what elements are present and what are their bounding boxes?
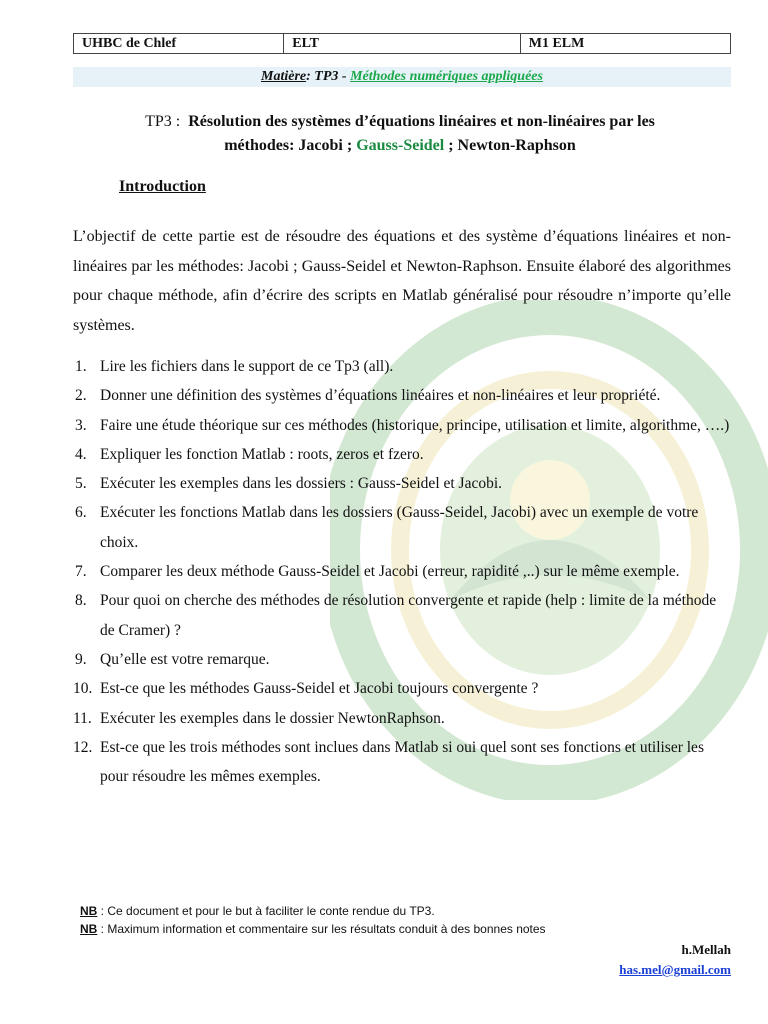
list-item-number: 6.	[75, 504, 87, 522]
title-line2-gs: Gauss-Seidel	[356, 137, 445, 154]
list-item	[73, 586, 733, 645]
subject-bar	[73, 67, 731, 87]
list-item	[73, 411, 733, 440]
list-item-number: 10.	[73, 680, 93, 698]
signature-block	[619, 940, 731, 980]
title-line2-a: méthodes: Jacobi ;	[224, 137, 357, 154]
introduction-paragraph: L’objectif de cette partie est de résoudre des équations et des système d’équations linéaires et non-linéaires par les méthodes: Jacobi ; Gauss-Seidel et Newton-Raphson. Ensuite élaboré des algorithmes pour chaque méthode, afin d’écrire des scripts en Matlab généralisé pour résoudre n’importe qu’elle systèmes.	[73, 228, 731, 334]
list-item-number: 7.	[75, 563, 87, 581]
list-item	[73, 469, 733, 498]
list-item	[73, 498, 733, 557]
list-item-text: Exécuter les exemples dans les dossiers : Gauss-Seidel et Jacobi.	[100, 475, 503, 493]
note-text: : Maximum information et commentaire sur les résultats conduit à des bonnes notes	[97, 922, 546, 936]
document-title	[90, 110, 710, 158]
list-item-text: Pour quoi on cherche des méthodes de résolution convergente et rapide (help : limite de la méthode de Cramer) ?	[100, 592, 717, 639]
list-item	[73, 352, 733, 381]
list-item-number: 11.	[73, 709, 92, 727]
subject-label: Matière	[261, 69, 307, 84]
list-item-number: 1.	[75, 358, 87, 375]
list-item-text: Est-ce que les trois méthodes sont inclues dans Matlab si oui quel sont ses fonctions et utiliser les pour résoudre les mêmes exemples.	[100, 738, 704, 786]
subject-tp: TP3 -	[314, 69, 347, 84]
list-item-number: 5.	[75, 475, 87, 493]
list-item-text: Est-ce que les méthodes Gauss-Seidel et Jacobi toujours convergente ?	[100, 680, 539, 698]
list-item-text: Expliquer les fonction Matlab : roots, zeros et fzero.	[100, 445, 424, 463]
header-table	[73, 33, 731, 54]
list-item-number: 3.	[75, 416, 87, 434]
note-tag: NB	[80, 904, 98, 918]
subject-colon: :	[306, 69, 315, 84]
introduction-heading: Introduction	[119, 178, 206, 195]
list-item-text: Faire une étude théorique sur ces méthodes (historique, principe, utilisation et limite, algorithme, ….)	[100, 416, 730, 434]
note-line	[80, 902, 546, 920]
author-email-link[interactable]: has.mel@gmail.com	[619, 962, 731, 977]
list-item-number: 12.	[73, 738, 93, 756]
list-item-text: Exécuter les exemples dans le dossier NewtonRaphson.	[100, 709, 445, 727]
list-item	[73, 381, 733, 410]
note-line	[80, 920, 546, 938]
header-level: M1 ELM	[520, 34, 730, 54]
list-item	[73, 733, 733, 792]
notes-block	[80, 902, 546, 938]
list-item	[73, 440, 733, 469]
list-item-number: 9.	[75, 650, 87, 668]
list-item-text: Exécuter les fonctions Matlab dans les dossiers (Gauss-Seidel, Jacobi) avec un exemple de votre choix.	[100, 504, 699, 551]
note-tag: NB	[80, 922, 98, 936]
list-item-text: Qu’elle est votre remarque.	[100, 650, 270, 668]
list-item-number: 4.	[75, 445, 87, 463]
list-item-text: Comparer les deux méthode Gauss-Seidel et Jacobi (erreur, rapidité ,..) sur le même exemple.	[100, 563, 680, 581]
list-item-number: 2.	[75, 387, 87, 405]
list-item-number: 8.	[75, 592, 87, 610]
header-university: UHBC de Chlef	[74, 34, 284, 54]
note-text: : Ce document et pour le but à faciliter le conte rendue du TP3.	[97, 904, 435, 918]
list-item-text: Lire les fichiers dans le support de ce Tp3 (all).	[100, 358, 394, 375]
title-prefix: TP3 :	[145, 113, 181, 130]
list-item-text: Donner une définition des systèmes d’équations linéaires et non-linéaires et leur propriété.	[100, 387, 661, 405]
title-line-1	[90, 110, 710, 134]
task-list	[73, 352, 733, 791]
header-department: ELT	[284, 34, 521, 54]
title-line2-b: ; Newton-Raphson	[444, 137, 576, 154]
list-item	[73, 704, 733, 733]
title-line1-text: Résolution des systèmes d’équations linéaires et non-linéaires par les	[188, 113, 655, 130]
list-item	[73, 645, 733, 674]
subject-course: Méthodes numériques appliquées	[350, 69, 543, 84]
list-item	[73, 674, 733, 703]
author-name: h.Mellah	[681, 942, 731, 957]
title-line-2	[90, 134, 710, 158]
list-item	[73, 557, 733, 586]
